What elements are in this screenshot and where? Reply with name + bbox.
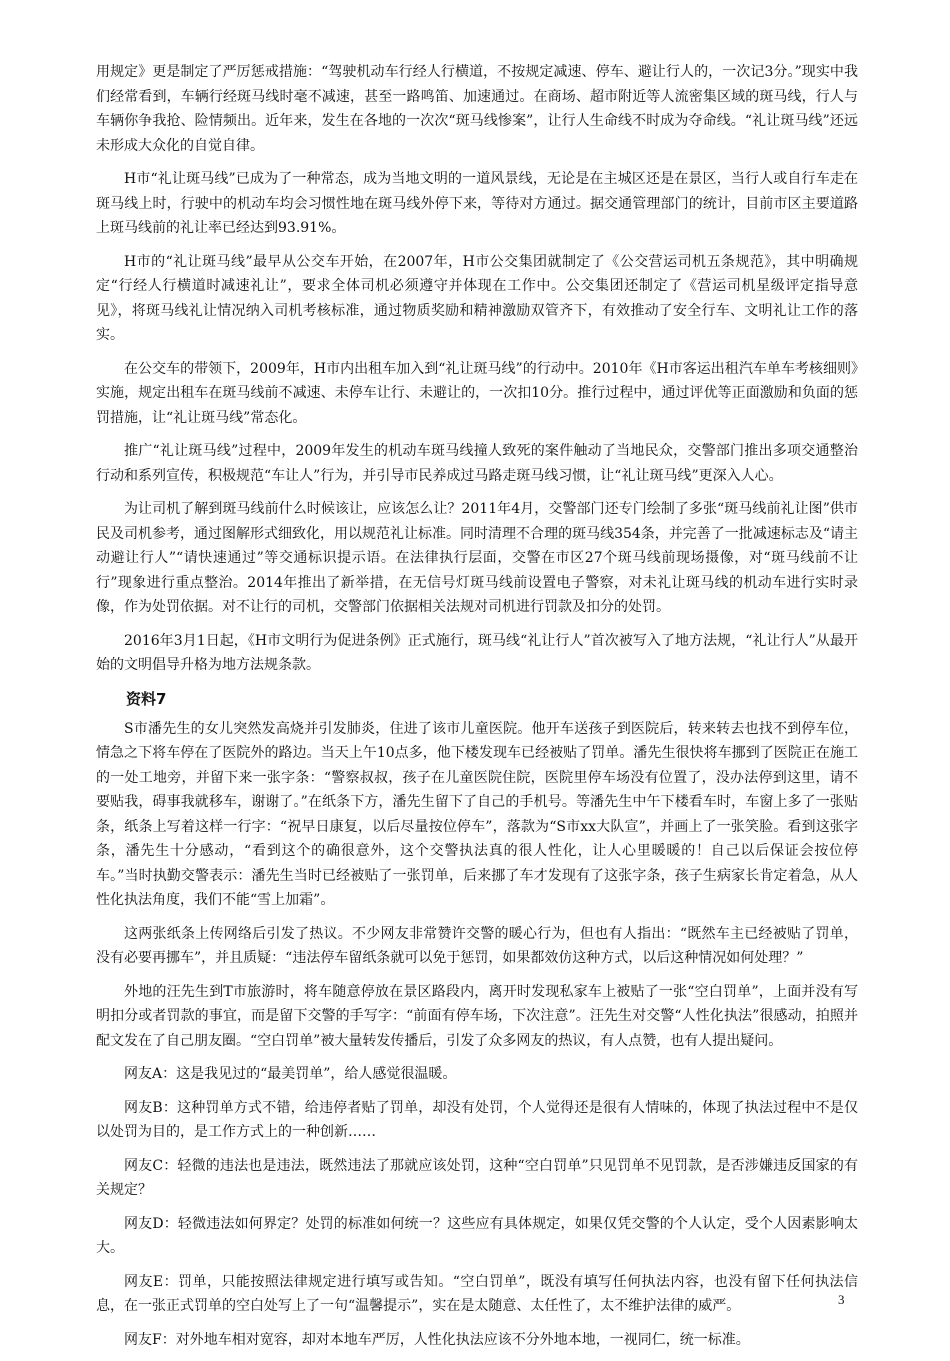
paragraph: 这两张纸条上传网络后引发了热议。不少网友非常赞许交警的暖心行为，但也有人指出：“既然车主已经被贴了罚单，没有必要再挪车”，并且质疑：“违法停车留纸条就可以免于惩罚，如果都效仿这种方式，以后这种情况如何处理？” (96, 925, 858, 966)
netizen-comment: 网友F：对外地车相对宽容，却对本地车严厉，人性化执法应该不分外地本地，一视同仁，统一标准。 (124, 1331, 750, 1348)
paragraph: 用规定》更是制定了严厉惩戒措施：“驾驶机动车行经人行横道，不按规定减速、停车、避让行人的，一次记3分。”现实中我们经常看到，车辆行经斑马线时毫不减速，甚至一路鸣笛、加速通过。在商场、超市附近等人流密集区域的斑马线，行人与车辆你争我抢、险情频出。近年来，发生在各地的一次次“斑马线惨案”，让行人生命线不时成为夺命线。“礼让斑马线”还远未形成大众化的自觉自律。 (96, 64, 858, 154)
paragraph: S市潘先生的女儿突然发高烧并引发肺炎，住进了该市儿童医院。他开车送孩子到医院后，转来转去也找不到停车位，情急之下将车停在了医院外的路边。当天上午10点多，他下楼发现车已经被贴了罚单。潘先生很快将车挪到了医院正在施工的一处工地旁，并留下来一张字条：“警察叔叔，孩子在儿童医院住院，医院里停车场没有位置了，没办法停到这里，请不要贴我，碍事我就移车，谢谢了。”在纸条下方，潘先生留下了自己的手机号。等潘先生中午下楼看车时，车窗上多了一张贴条，纸条上写着这样一行字：“祝早日康复，以后尽量按位停车”，落款为“S市xx大队宣”，并画上了一张笑脸。看到这张字条，潘先生十分感动，“看到这个的确很意外，这个交警执法真的很人性化，让人心里暖暖的！自己以后保证会按位停车。”当时执勤交警表示：潘先生当时已经被贴了一张罚单，后来挪了车才发现有了这张字条，孩子生病家长肯定着急，从人性化执法角度，我们不能“雪上加霜”。 (96, 720, 858, 908)
paragraph: 为让司机了解到斑马线前什么时候该让，应该怎么让？2011年4月，交警部门还专门绘制了多张“斑马线前礼让图”供市民及司机参考，通过图解形式细致化，用以规范礼让标准。同时清理不合理的斑马线354条，并完善了一批减速标志及“请主动避让行人”“请快速通过”等交通标识提示语。在法律执行层面，交警在市区27个斑马线前现场摄像，对“斑马线前不让行”现象进行重点整治。2014年推出了新举措，在无信号灯斑马线前设置电子警察，对未礼让斑马线的机动车进行实时录像，作为处罚依据。对不让行的司机，交警部门依据相关法规对司机进行罚款及扣分的处罚。 (96, 501, 858, 615)
paragraph: 在公交车的带领下，2009年，H市内出租车加入到“礼让斑马线”的行动中。2010年《H市客运出租汽车单车考核细则》实施，规定出租车在斑马线前不减速、未停车让行、未避让的，一次扣10分。推行过程中，通过评优等正面激励和负面的惩罚措施，让“礼让斑马线”常态化。 (96, 360, 858, 426)
netizen-comment: 网友A：这是我见过的“最美罚单”，给人感觉很温暖。 (124, 1066, 457, 1082)
netizen-comment: 网友B：这种罚单方式不错，给违停者贴了罚单，却没有处罚，个人觉得还是很有人情味的，体现了执法过程中不是仅以处罚为目的，是工作方式上的一种创新…… (96, 1099, 858, 1140)
paragraph: 2016年3月1日起，《H市文明行为促进条例》正式施行，斑马线“礼让行人”首次被写入了地方法规，“礼让行人”从最开始的文明倡导升格为地方法规条款。 (96, 632, 858, 673)
paragraph: H市“礼让斑马线”已成为了一种常态，成为当地文明的一道风景线，无论是在主城区还是在景区，当行人或自行车走在斑马线上时，行驶中的机动车均会习惯性地在斑马线外停下来，等待对方通过。据交通管理部门的统计，目前市区主要道路上斑马线前的礼让率已经达到93.91%。 (96, 171, 858, 236)
netizen-comment: 网友D：轻微违法如何界定？处罚的标准如何统一？这些应有具体规定，如果仅凭交警的个人认定，受个人因素影响太大。 (96, 1215, 858, 1256)
document-body (96, 60, 858, 1361)
section-heading: 资料7 (126, 689, 167, 708)
page-number: 3 (838, 1292, 845, 1307)
paragraph: 推广“礼让斑马线”过程中，2009年发生的机动车斑马线撞人致死的案件触动了当地民众，交警部门推出多项交通整治行动和系列宣传，积极规范“车让人”行为，并引导市民养成过马路走斑马线习惯，让“礼让斑马线”更深入人心。 (96, 443, 858, 484)
paragraph: H市的“礼让斑马线”最早从公交车开始，在2007年，H市公交集团就制定了《公交营运司机五条规范》，其中明确规定“行经人行横道时减速礼让”，要求全体司机必须遵守并体现在工作中。公交集团还制定了《营运司机星级评定指导意见》，将斑马线礼让情况纳入司机考核标准，通过物质奖励和精神激励双管齐下，有效推动了安全行车、文明礼让工作的落实。 (96, 253, 858, 343)
netizen-comment: 网友E：罚单，只能按照法律规定进行填写或告知。“空白罚单”，既没有填写任何执法内容，也没有留下任何执法信息，在一张正式罚单的空白处写上了一句“温馨提示”，实在是太随意、太任性了，太不维护法律的威严。 (96, 1273, 858, 1314)
paragraph: 外地的汪先生到T市旅游时，将车随意停放在景区路段内，离开时发现私家车上被贴了一张“空白罚单”，上面并没有写明扣分或者罚款的事宜，而是留下交警的手写字：“前面有停车场，下次注意”。汪先生对交警“人性化执法”很感动，拍照并配文发在了自己朋友圈。“空白罚单”被大量转发传播后，引发了众多网友的热议，有人点赞，也有人提出疑问。 (96, 983, 858, 1049)
netizen-comment: 网友C：轻微的违法也是违法，既然违法了那就应该处罚，这种“空白罚单”只见罚单不见罚款，是否涉嫌违反国家的有关规定？ (96, 1157, 858, 1198)
